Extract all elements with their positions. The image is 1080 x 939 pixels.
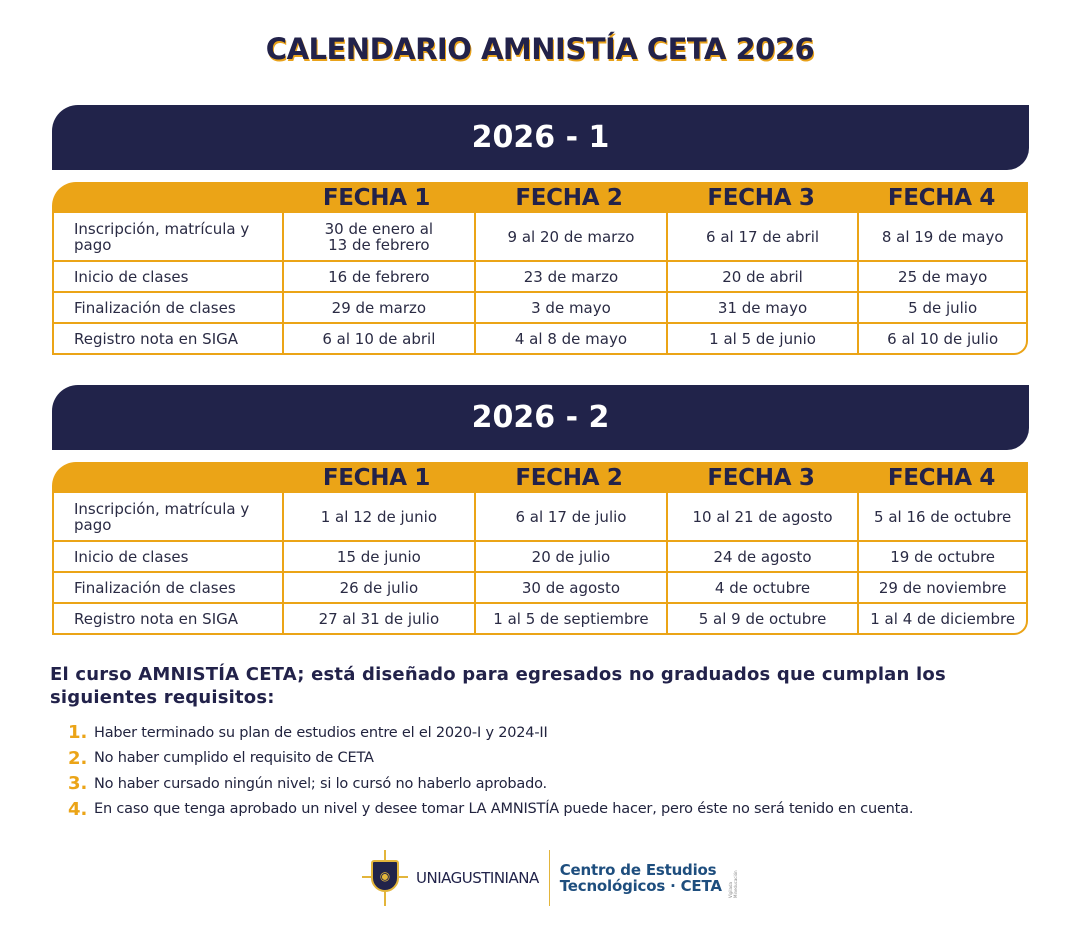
- date-cell: 9 al 20 de marzo: [474, 213, 666, 260]
- requirements-intro: El curso AMNISTÍA CETA; está diseñado para egresados no graduados que cumplan los siguientes requisitos:: [50, 664, 946, 708]
- date-cell: 1 al 12 de junio: [282, 493, 475, 540]
- table-body: [52, 493, 1028, 635]
- requirement-number: 2.: [68, 747, 88, 769]
- row-label: [54, 493, 282, 540]
- requirement-item: [68, 720, 1048, 746]
- date-cell: 30 de agosto: [474, 573, 666, 602]
- date-cell: 5 de julio: [857, 293, 1026, 322]
- requirement-item: [68, 771, 1048, 797]
- date-cell: 27 al 31 de julio: [282, 604, 475, 633]
- date-cell: 29 de marzo: [282, 293, 475, 322]
- date-cell: 5 al 16 de octubre: [857, 493, 1026, 540]
- table-row: [54, 602, 1026, 633]
- header-cell-fecha-1: FECHA 1: [322, 184, 431, 211]
- table-row: [54, 540, 1026, 571]
- row-label: Finalización de clases: [74, 298, 236, 317]
- header-cell-fecha-3: FECHA 3: [707, 184, 815, 211]
- header-cell-fecha-3: FECHA 3: [707, 464, 815, 491]
- row-label: Registro nota en SIGA: [74, 329, 239, 348]
- header-cell-fecha-4: FECHA 4: [887, 464, 996, 491]
- table-row: [54, 213, 1026, 260]
- row-label: Finalización de clases: [74, 578, 236, 597]
- date-cell: 15 de junio: [282, 542, 475, 571]
- date-cell: 16 de febrero: [282, 262, 475, 291]
- date-cell: 6 al 17 de julio: [474, 493, 666, 540]
- logo-divider: [549, 850, 550, 906]
- date-cell: 4 de octubre: [666, 573, 858, 602]
- row-label: Registro nota en SIGA: [74, 609, 239, 628]
- date-cell: 23 de marzo: [474, 262, 666, 291]
- date-cell: 29 de noviembre: [857, 573, 1026, 602]
- date-cell: 20 de abril: [666, 262, 858, 291]
- requirement-item: [68, 797, 1048, 823]
- period-2026-2: [52, 385, 1029, 635]
- date-cell: 6 al 10 de julio: [857, 324, 1026, 353]
- requirement-text: En caso que tenga aprobado un nivel y desee tomar LA AMNISTÍA puede hacer, pero éste no será tenido en cuenta.: [94, 801, 914, 818]
- table-row: [54, 493, 1026, 540]
- header-cell-fecha-2: FECHA 2: [515, 464, 623, 491]
- row-label-text: Inscripción, matrícula y pago: [74, 219, 250, 254]
- requirement-item: [68, 746, 1048, 772]
- ceta-logo-text: [560, 862, 722, 894]
- ceta-line-2: Tecnológicos · CETA: [559, 877, 722, 895]
- row-label-text: Inscripción, matrícula y pago: [74, 499, 250, 534]
- requirements-list: [68, 720, 1048, 822]
- calendar-table: [52, 182, 1028, 355]
- date-cell: 1 al 5 de junio: [666, 324, 858, 353]
- ceta-line-1: Centro de Estudios: [559, 861, 717, 879]
- header-cell-empty: [52, 462, 280, 493]
- date-cell: 31 de mayo: [666, 293, 858, 322]
- period-banner: 2026 - 1: [52, 105, 1029, 170]
- header-cell-fecha-4: FECHA 4: [887, 184, 996, 211]
- table-row: [54, 260, 1026, 291]
- table-body: [52, 213, 1028, 355]
- row-label: [54, 213, 282, 260]
- date-cell: 25 de mayo: [857, 262, 1026, 291]
- header-cell-empty: [52, 182, 280, 213]
- requirement-text: Haber terminado su plan de estudios entre el el 2020-I y 2024-II: [94, 724, 548, 741]
- period-2026-1: [52, 105, 1029, 355]
- date-cell: 8 al 19 de mayo: [857, 213, 1026, 260]
- header-cell-fecha-2: FECHA 2: [515, 184, 623, 211]
- university-name: UNIAGUSTINIANA: [416, 869, 539, 887]
- period-banner: 2026 - 2: [52, 385, 1029, 450]
- header-cell-fecha-1: FECHA 1: [322, 464, 431, 491]
- row-label: Inicio de clases: [74, 547, 189, 566]
- requirement-number: 1.: [68, 722, 88, 744]
- date-cell: 6 al 10 de abril: [282, 324, 475, 353]
- table-row: [54, 322, 1026, 353]
- row-label: Inicio de clases: [74, 267, 189, 286]
- date-cell: 1 al 5 de septiembre: [474, 604, 666, 633]
- crest-shield: ◉: [371, 860, 399, 892]
- table-header: [52, 462, 1028, 493]
- date-cell: 20 de julio: [474, 542, 666, 571]
- requirement-number: 3.: [68, 773, 88, 795]
- requirement-text: No haber cumplido el requisito de CETA: [94, 750, 374, 767]
- vigilada-text: Vigilada Mineducación: [727, 870, 738, 898]
- table-header: [52, 182, 1028, 213]
- requirement-number: 4.: [68, 798, 88, 820]
- table-row: [54, 291, 1026, 322]
- date-cell: 24 de agosto: [666, 542, 858, 571]
- date-cell: 6 al 17 de abril: [666, 213, 858, 260]
- date-cell: 19 de octubre: [857, 542, 1026, 571]
- date-cell: 26 de julio: [282, 573, 475, 602]
- calendar-table: [52, 462, 1028, 635]
- date-cell: 1 al 4 de diciembre: [857, 604, 1026, 633]
- requirement-text: No haber cursado ningún nivel; si lo cursó no haberlo aprobado.: [94, 775, 547, 792]
- date-cell: 30 de enero al 13 de febrero: [282, 213, 475, 260]
- table-row: [54, 571, 1026, 602]
- date-cell: 4 al 8 de mayo: [474, 324, 666, 353]
- footer-logos: [360, 848, 740, 908]
- university-crest-icon: [360, 848, 410, 908]
- date-cell: 5 al 9 de octubre: [666, 604, 858, 633]
- date-cell: 3 de mayo: [474, 293, 666, 322]
- date-cell: 10 al 21 de agosto: [666, 493, 858, 540]
- page-title: CALENDARIO AMNISTÍA CETA 2026: [265, 32, 815, 66]
